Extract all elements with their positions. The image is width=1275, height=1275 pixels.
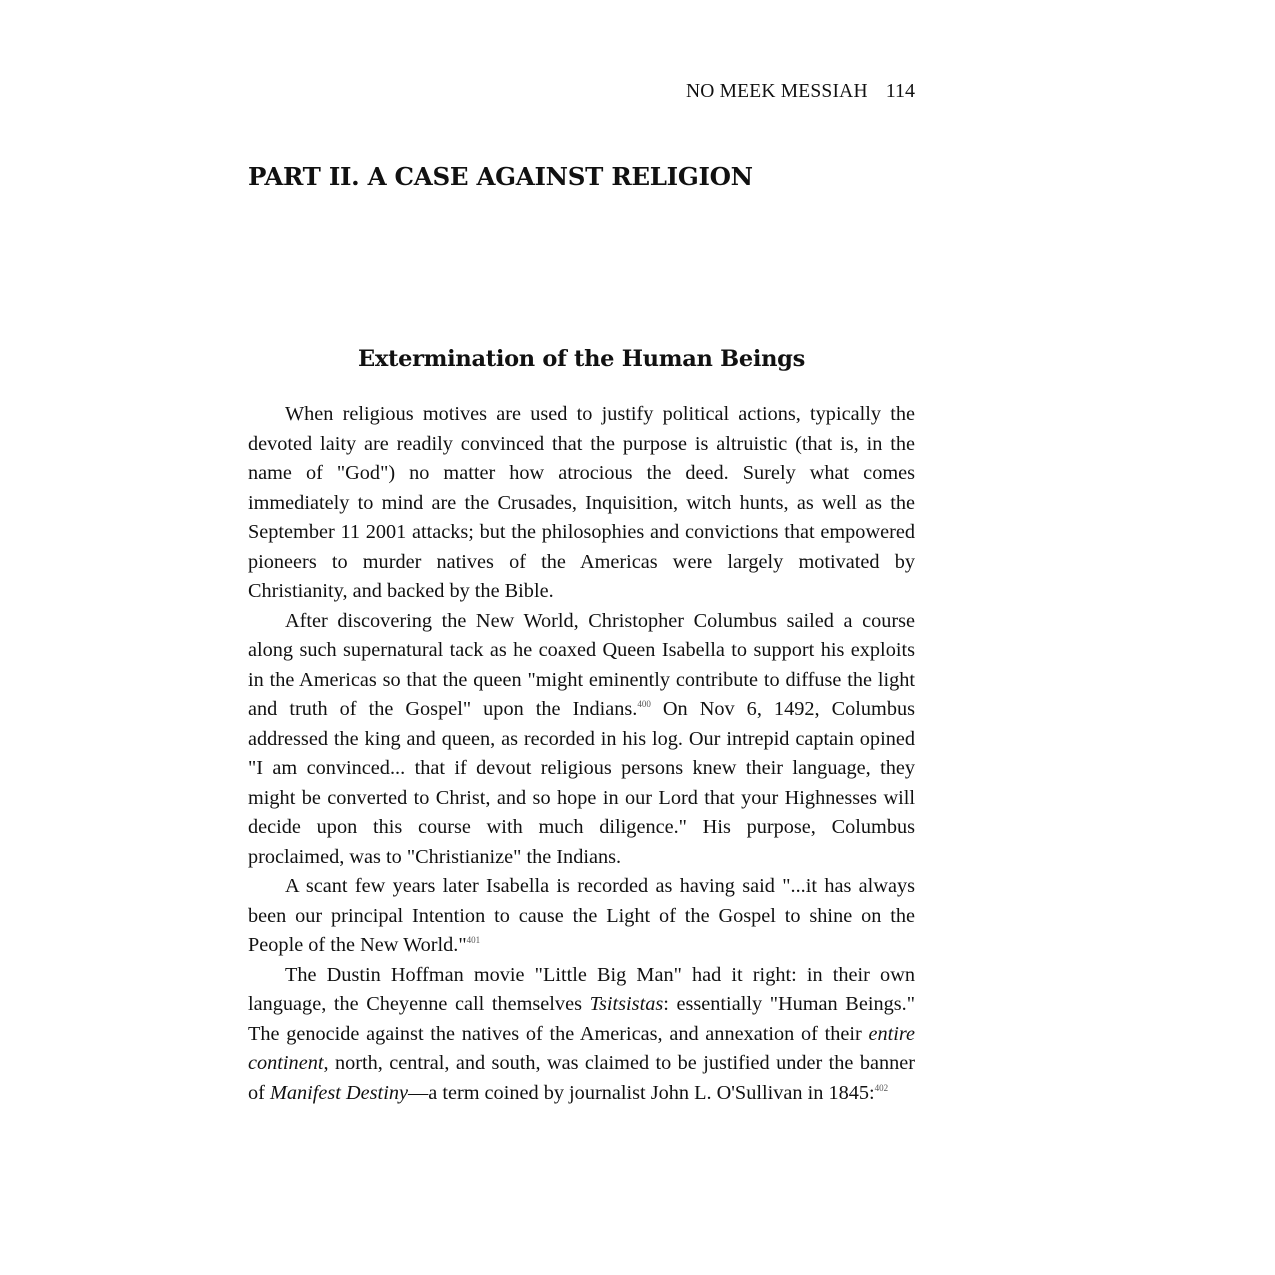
footnote-marker[interactable]: 400 — [637, 699, 651, 709]
italic-term: Manifest Destiny — [269, 1081, 408, 1104]
paragraph — [248, 607, 915, 873]
paragraph — [248, 872, 915, 961]
running-head-title: NO MEEK MESSIAH — [685, 81, 868, 102]
paragraph — [248, 400, 915, 607]
text-run: The Dustin Hoffman movie "Little Big Man" had it right: in their own language, the Cheyenne call themselves — [248, 963, 915, 1015]
section-title: Extermination of the Human Beings — [358, 346, 805, 372]
part-title: PART II. A CASE AGAINST RELIGION — [248, 162, 753, 191]
text-run: On Nov 6, 1492, Columbus addressed the king and queen, as recorded in his log. Our intrepid captain opined "I am convinced... that if devout religious persons knew their language, they might be converted to Christ, and so hope in our Lord that your Highnesses will decide upon this course with much diligence." His purpose, Columbus proclaimed, was to "Christianize" the Indians. — [248, 698, 915, 868]
paragraph — [248, 961, 915, 1109]
text-run: When religious motives are used to justify political actions, typically the devoted laity are readily convinced that the purpose is altruistic (that is, in the name of "God") no matter how atrocious the deed. Surely what comes immediately to mind are the Crusades, Inquisition, witch hunts, as well as the September 11 2001 attacks; but the philosophies and convictions that empowered pioneers to murder natives of the Americas were largely motivated by Christianity, and backed by the Bible. — [248, 403, 915, 602]
text-run: —a term coined by journalist John L. O'Sullivan in 1845: — [407, 1081, 875, 1104]
footnote-marker[interactable]: 401 — [466, 935, 481, 945]
text-run: , north, central, and south, was claimed to be justified under the banner of — [248, 1052, 915, 1104]
text-run: After discovering the New World, Christopher Columbus sailed a course along such supernatural tack as he coaxed Queen Isabella to support his exploits in the Americas so that the queen "might eminently contribute to diffuse the light and truth of the Gospel" upon the Indians. — [248, 609, 915, 720]
text-run: : essentially "Human Beings." The genocide against the natives of the Americas, and annexation of their — [248, 993, 915, 1045]
page-number: 114 — [885, 80, 915, 102]
italic-term: entire continent — [248, 1022, 915, 1074]
running-head — [248, 78, 915, 105]
footnote-marker[interactable]: 402 — [874, 1082, 889, 1093]
italic-term: Tsitsistas — [589, 993, 664, 1015]
text-run: A scant few years later Isabella is recorded as having said "...it has always been our principal Intention to cause the Light of the Gospel to shine on the People of the New World." — [248, 875, 915, 956]
body-text — [248, 400, 915, 1108]
